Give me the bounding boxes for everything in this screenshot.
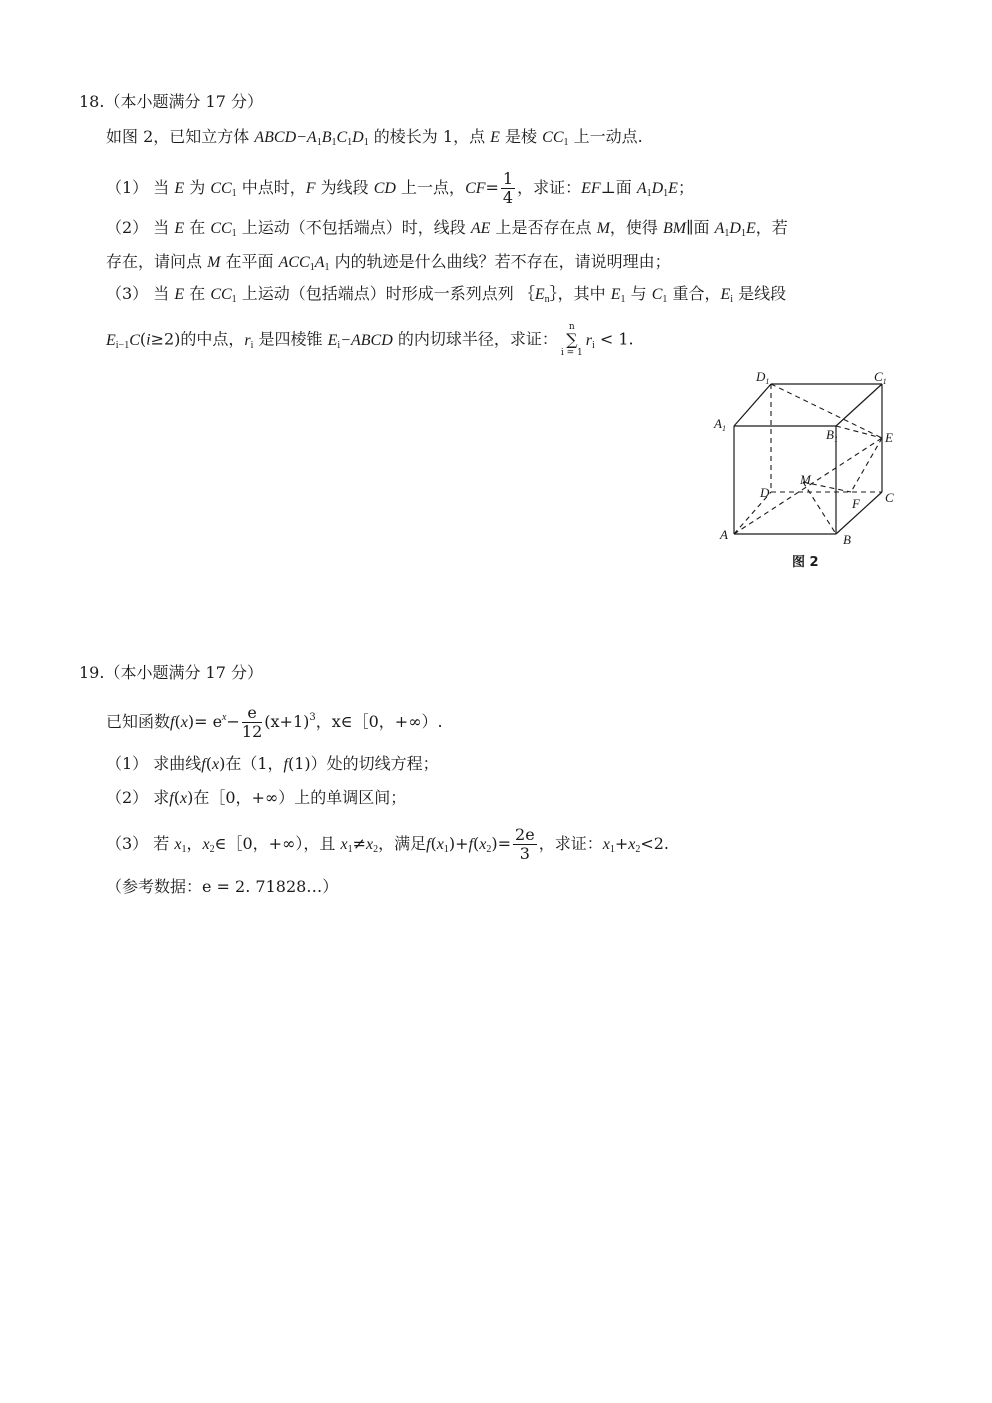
- label-a1: $A_1$: [714, 416, 726, 433]
- label-b: B: [843, 532, 851, 547]
- label-b1: $B_1$: [826, 427, 838, 444]
- label-d: D: [760, 485, 770, 500]
- label-e: E: [885, 430, 893, 445]
- q18-header: 18.（本小题满分 17 分）: [79, 92, 263, 111]
- fraction-e-over-12: $\frac{e}{12}$: [241, 703, 263, 741]
- fraction-2e-over-3: $\frac{2e}{3}$: [515, 825, 535, 863]
- figure-caption: 图 2: [792, 555, 819, 570]
- q18-part3-line1: （3） 当 E 在 $CC_1$ 上运动（包括端点）时形成一系列点列 $\{E_n\}$，其中 $E_1$ 与 $C_1$ 重合，$E_i$ 是线段: [106, 284, 787, 305]
- q18-part2-line2: 存在，请问点 M 在平面 $ACC_1A_1$ 内的轨迹是什么曲线？若不存在，请说明理由；: [106, 252, 671, 273]
- cube-figure: [700, 362, 910, 577]
- label-f: F: [852, 496, 860, 511]
- summation-symbol: n ∑ i = 1: [560, 322, 583, 358]
- q19-header: 19.（本小题满分 17 分）: [79, 663, 263, 682]
- q18-part1: （1） 当 E 为 $CC_1$ 中点时，F 为线段 CD 上一点，CF= $\frac{1}{4}$ ，求证：EF⊥面 $A_1D_1E$；: [106, 169, 694, 207]
- fraction-one-quarter: $\frac{1}{4}$: [502, 169, 514, 207]
- q19-part2: （2） 求f(x)在［0，+∞）上的单调区间；: [106, 788, 407, 807]
- label-a: A: [720, 527, 728, 542]
- label-m: M: [800, 472, 811, 487]
- q18-part2-line1: （2） 当 E 在 $CC_1$ 上运动（不包括端点）时，线段 AE 上是否存在点 M，使得 BM∥面 $A_1D_1E$，若: [106, 218, 788, 239]
- q19-part1: （1） 求曲线f(x)在（1，f(1)）处的切线方程；: [106, 754, 439, 773]
- q18-intro: 如图 2，已知立方体 $ABCD-A_1B_1C_1D_1$ 的棱长为 1，点 E 是棱 $CC_1$ 上一动点.: [106, 127, 643, 148]
- label-c1: $C_1$: [874, 369, 887, 386]
- label-d1: $D_1$: [756, 369, 770, 386]
- q19-definition: 已知函数$f(x)= e^x-$ $\frac{e}{12}$ $(x+1)^3$，x∈［0，+∞）.: [106, 703, 443, 741]
- q19-reference-data: （参考数据：e = 2. 71828…）: [106, 877, 339, 896]
- q18-part3-line2: $E_{i-1}C(i\ge 2)$的中点，$r_i$ 是四棱锥 $E_i-ABCD$ 的内切球半径，求证： n ∑ i = 1 $r_i < 1$.: [106, 322, 634, 358]
- q19-part3: （3） 若 $x_1$，$x_2\in[0$，+∞），且 $x_1\ne x_2$，满足$f(x_1)+f(x_2)=$ $\frac{2e}{3}$ ，求证：$x_1+x_2<2$.: [106, 825, 669, 863]
- label-c: C: [885, 490, 894, 505]
